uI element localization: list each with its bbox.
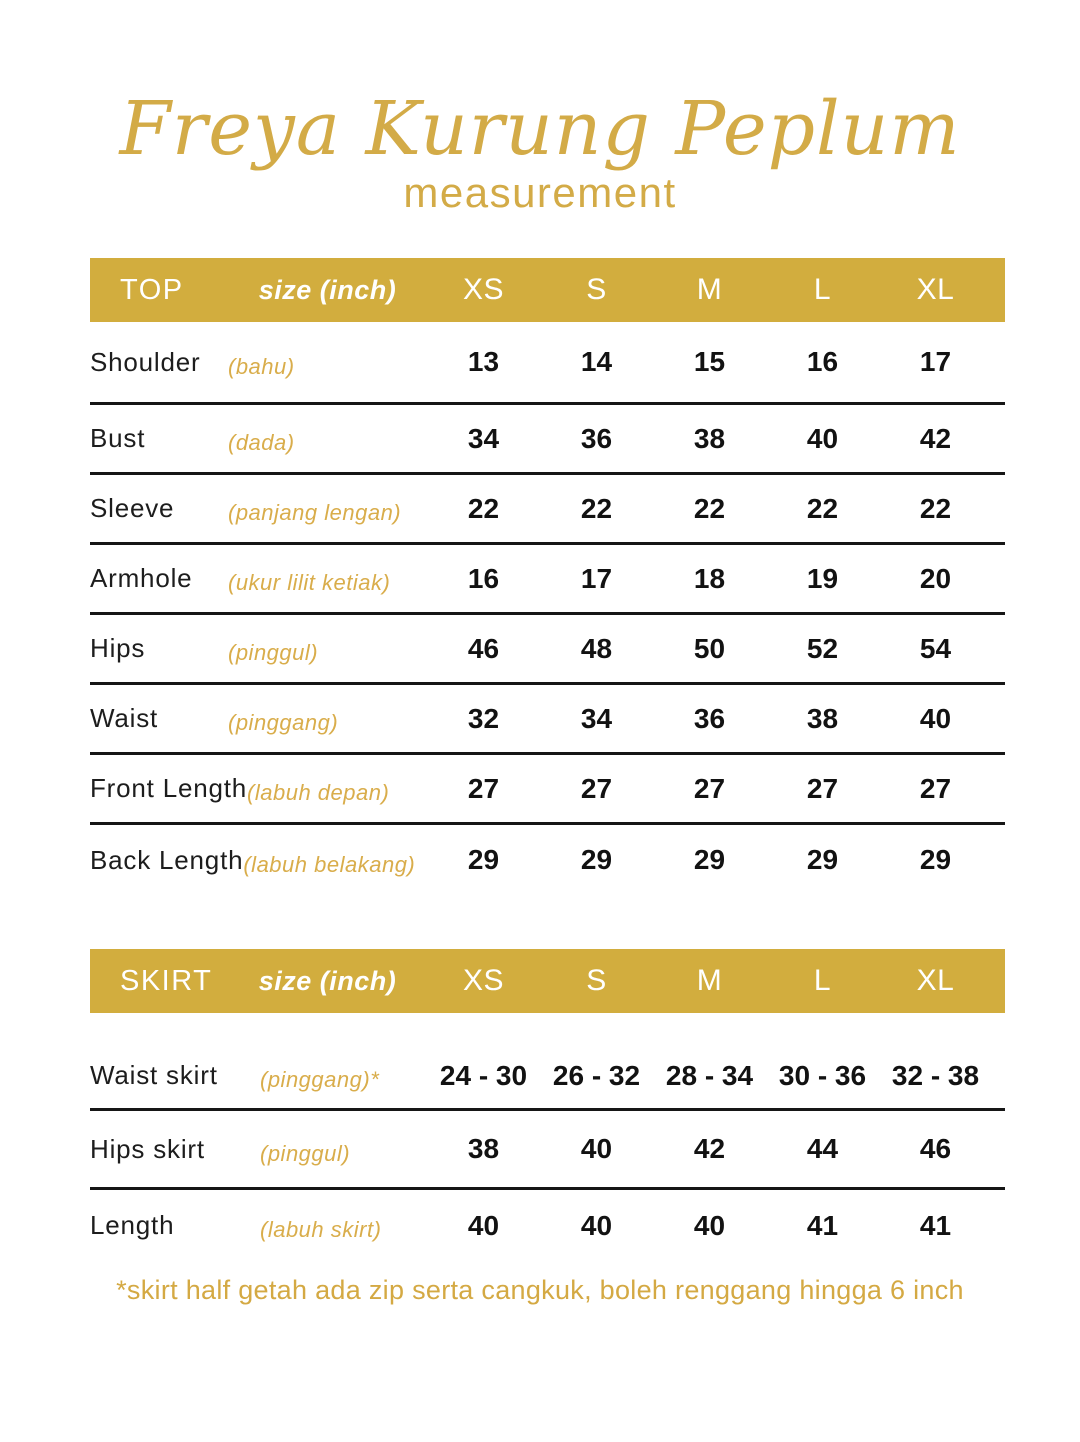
measurement-value: 52 xyxy=(806,632,839,664)
measurement-value: 40 xyxy=(806,422,839,454)
top-table-rows xyxy=(90,322,1005,895)
measurement-translation: (labuh skirt) xyxy=(260,1217,382,1242)
measurement-value: 27 xyxy=(467,772,500,804)
measurement-row xyxy=(90,545,1005,615)
measurement-label: Sleeve xyxy=(90,493,175,523)
skirt-table-rows xyxy=(90,1013,1005,1261)
measurement-value: 38 xyxy=(467,1133,500,1164)
measurement-value: 30 - 36 xyxy=(778,1059,867,1091)
measurement-translation: (pinggang)* xyxy=(260,1067,380,1092)
measurement-translation: (labuh depan) xyxy=(247,780,390,805)
tables-container xyxy=(90,258,1005,1261)
measurement-value: 34 xyxy=(467,422,500,454)
measurement-value: 42 xyxy=(919,422,952,454)
measurement-value: 50 xyxy=(693,632,726,664)
measurement-value: 29 xyxy=(580,844,613,875)
measurement-value: 32 - 38 xyxy=(891,1059,980,1091)
footnote: *skirt half getah ada zip serta cangkuk, boleh renggang hingga 6 inch xyxy=(116,1275,964,1305)
measurement-value: 22 xyxy=(919,492,952,524)
row-label-group xyxy=(90,1210,427,1241)
measurement-value: 16 xyxy=(806,346,839,377)
measurement-value: 36 xyxy=(580,422,613,454)
section-title-skirt: SKIRT xyxy=(120,964,213,997)
measurement-row xyxy=(90,1111,1005,1190)
measurement-row xyxy=(90,825,1005,895)
measurement-label: Shoulder xyxy=(90,346,201,377)
measurement-value: 27 xyxy=(580,772,613,804)
measurement-value: 24 - 30 xyxy=(439,1059,528,1091)
measurement-value: 16 xyxy=(467,562,500,594)
measurement-value: 22 xyxy=(806,492,839,524)
measurement-value: 14 xyxy=(580,346,613,377)
skirt-table-header xyxy=(90,949,1005,1013)
measurement-value: 20 xyxy=(919,562,952,594)
measurement-value: 17 xyxy=(580,562,613,594)
row-label-group xyxy=(90,347,427,378)
measurement-row xyxy=(90,685,1005,755)
measurement-value: 29 xyxy=(693,844,726,875)
measurement-value: 40 xyxy=(919,702,952,734)
size-column-xl: XL xyxy=(916,273,955,306)
measurement-value: 41 xyxy=(806,1209,839,1241)
measurement-value: 22 xyxy=(467,492,500,524)
measurement-value: 13 xyxy=(467,346,500,377)
measurement-row xyxy=(90,755,1005,825)
row-label-group xyxy=(90,1134,427,1165)
measurement-value: 29 xyxy=(919,844,952,875)
measurement-row xyxy=(90,475,1005,545)
measurement-value: 46 xyxy=(467,632,500,664)
top-size-table xyxy=(90,258,1005,895)
measurement-value: 27 xyxy=(806,772,839,804)
measurement-value: 40 xyxy=(580,1133,613,1164)
size-unit-label: size (inch) xyxy=(258,274,397,305)
measurement-row xyxy=(90,1190,1005,1261)
measurement-value: 40 xyxy=(580,1209,613,1241)
measurement-translation: (pinggang) xyxy=(228,710,339,735)
size-column-l: L xyxy=(813,273,832,306)
measurement-translation: (panjang lengan) xyxy=(228,500,402,525)
measurement-translation: (bahu) xyxy=(228,353,295,379)
size-column-s: S xyxy=(586,964,607,997)
page-subtitle: measurement xyxy=(403,169,677,216)
size-column-xl: XL xyxy=(916,964,955,997)
measurement-value: 15 xyxy=(693,346,726,377)
size-column-m: M xyxy=(696,273,723,306)
row-label-group xyxy=(90,493,427,524)
measurement-value: 22 xyxy=(580,492,613,524)
measurement-value: 26 - 32 xyxy=(552,1059,641,1091)
measurement-translation: (pinggul) xyxy=(260,1140,351,1166)
size-column-xs: XS xyxy=(462,964,505,997)
top-table-header xyxy=(90,258,1005,322)
measurement-value: 36 xyxy=(693,702,726,734)
heading-block xyxy=(0,86,1080,216)
row-label-group xyxy=(90,845,427,876)
row-label-group xyxy=(90,703,427,734)
measurement-row xyxy=(90,405,1005,475)
measurement-value: 29 xyxy=(806,844,839,875)
measurement-value: 32 xyxy=(467,702,500,734)
measurement-row xyxy=(90,1013,1005,1111)
measurement-value: 38 xyxy=(693,422,726,454)
measurement-translation: (dada) xyxy=(228,430,295,455)
measurement-translation: (pinggul) xyxy=(228,640,319,665)
measurement-label: Length xyxy=(90,1210,175,1240)
measurement-label: Waist skirt xyxy=(90,1060,218,1090)
section-title-top: TOP xyxy=(120,273,184,306)
measurement-label: Hips skirt xyxy=(90,1133,205,1164)
measurement-value: 46 xyxy=(919,1133,952,1164)
measurement-value: 41 xyxy=(919,1209,952,1241)
measurement-value: 22 xyxy=(693,492,726,524)
measurement-value: 34 xyxy=(580,702,613,734)
measurement-label: Front Length xyxy=(90,773,248,803)
measurement-value: 27 xyxy=(693,772,726,804)
size-column-xs: XS xyxy=(462,273,505,306)
measurement-value: 18 xyxy=(693,562,726,594)
measurement-value: 40 xyxy=(467,1209,500,1241)
measurement-value: 40 xyxy=(693,1209,726,1241)
size-unit-label: size (inch) xyxy=(258,965,397,996)
measurement-value: 38 xyxy=(806,702,839,734)
page-title: Freya Kurung Peplum xyxy=(119,86,961,172)
measurement-label: Bust xyxy=(90,423,146,453)
measurement-value: 28 - 34 xyxy=(665,1059,754,1091)
measurement-label: Waist xyxy=(90,703,159,733)
size-column-s: S xyxy=(586,273,607,306)
measurement-value: 29 xyxy=(467,844,500,875)
row-label-group xyxy=(90,1060,427,1091)
row-label-group xyxy=(90,773,427,804)
measurement-value: 17 xyxy=(919,346,952,377)
measurement-translation: (labuh belakang) xyxy=(243,851,416,877)
measurement-value: 48 xyxy=(580,632,613,664)
measurement-value: 19 xyxy=(806,562,839,594)
skirt-size-table xyxy=(90,949,1005,1261)
row-label-group xyxy=(90,423,427,454)
size-column-m: M xyxy=(696,964,723,997)
measurement-row xyxy=(90,615,1005,685)
measurement-label: Armhole xyxy=(90,563,193,593)
row-label-group xyxy=(90,633,427,664)
measurement-translation: (ukur lilit ketiak) xyxy=(228,570,391,595)
measurement-value: 54 xyxy=(919,632,952,664)
measurement-label: Back Length xyxy=(90,844,244,875)
measurement-value: 42 xyxy=(693,1133,726,1164)
row-label-group xyxy=(90,563,427,594)
measurement-value: 44 xyxy=(806,1133,839,1164)
measurement-value: 27 xyxy=(919,772,952,804)
measurement-row xyxy=(90,322,1005,405)
size-column-l: L xyxy=(813,964,832,997)
measurement-label: Hips xyxy=(90,633,146,663)
